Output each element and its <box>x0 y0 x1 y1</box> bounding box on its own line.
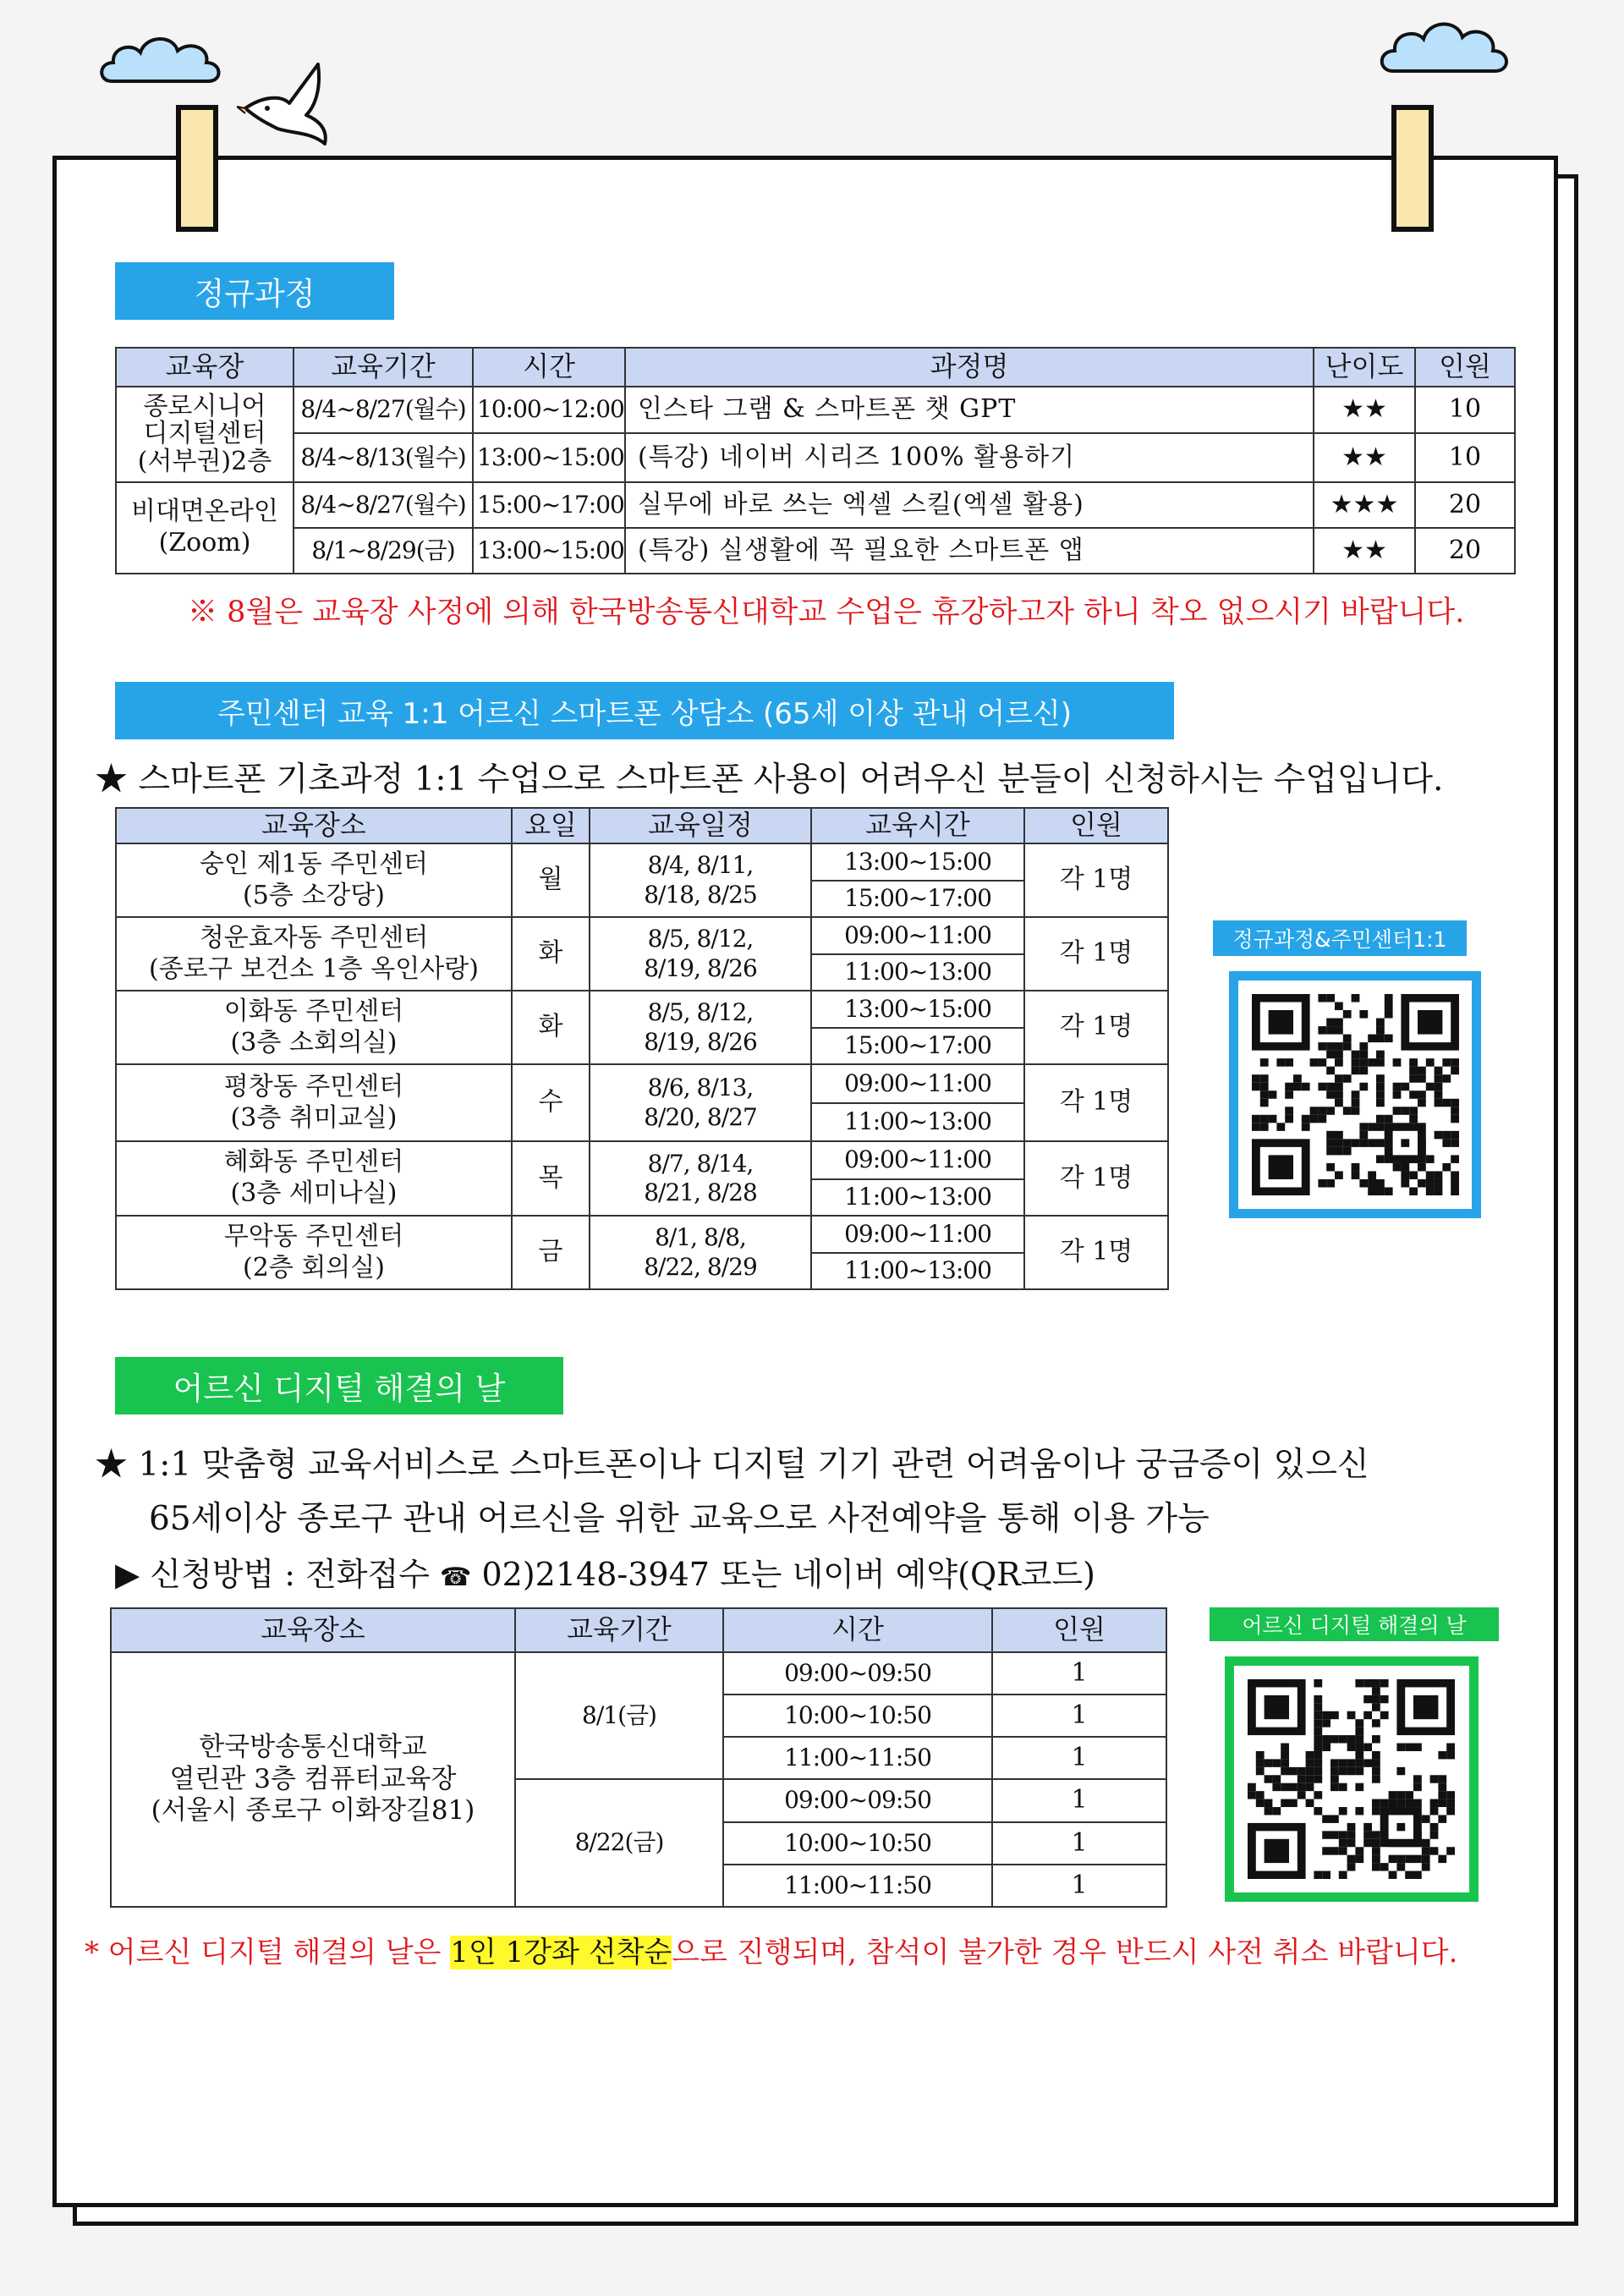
day-cell: 화 <box>512 917 590 991</box>
header-time: 시간 <box>473 348 625 387</box>
apply-method <box>115 1548 1095 1595</box>
section-title-digital-day: 어르신 디지털 해결의 날 <box>115 1357 563 1414</box>
people-cell: 10 <box>1415 387 1515 433</box>
time-cell: 11:00~13:00 <box>811 1103 1024 1141</box>
qr-code-digital-day[interactable] <box>1225 1656 1479 1902</box>
qr-code-community[interactable] <box>1229 971 1481 1218</box>
notice-highlight: 1인 1강좌 선착순 <box>450 1936 672 1969</box>
time-cell: 10:00~12:00 <box>473 387 625 433</box>
qr-code-graphic <box>1248 1679 1455 1879</box>
place-cell: 혜화동 주민센터 (3층 세미나실) <box>116 1141 512 1216</box>
period-cell: 8/1~8/29(금) <box>294 528 473 574</box>
period-cell: 8/4~8/13(월수) <box>294 433 473 482</box>
phone-icon: ☎ <box>440 1563 472 1592</box>
people-cell: 각 1명 <box>1024 917 1168 991</box>
dates-cell: 8/5, 8/12, 8/19, 8/26 <box>590 917 811 991</box>
course-name-cell: 실무에 바로 쓰는 엑셀 스킬(엑셀 활용) <box>625 482 1314 528</box>
header-times: 교육시간 <box>811 808 1024 843</box>
people-cell: 각 1명 <box>1024 1064 1168 1141</box>
time-cell: 09:00~11:00 <box>811 1064 1024 1103</box>
level-cell: ★★ <box>1314 433 1415 482</box>
place-cell: 숭인 제1동 주민센터 (5층 소강당) <box>116 843 512 917</box>
people-cell: 1 <box>992 1822 1166 1865</box>
time-cell: 11:00~11:50 <box>723 1865 992 1907</box>
time-cell: 15:00~17:00 <box>473 482 625 528</box>
day-cell: 수 <box>512 1064 590 1141</box>
time-cell: 13:00~15:00 <box>811 843 1024 881</box>
time-cell: 13:00~15:00 <box>473 528 625 574</box>
day-cell: 화 <box>512 991 590 1064</box>
dates-cell: 8/6, 8/13, 8/20, 8/27 <box>590 1064 811 1141</box>
table-row <box>116 917 1168 954</box>
table-row <box>116 433 1515 482</box>
notice-suffix: 으로 진행되며, 참석이 불가한 경우 반드시 사전 취소 바랍니다. <box>672 1936 1458 1969</box>
day-cell: 금 <box>512 1216 590 1289</box>
place-cell: 이화동 주민센터 (3층 소회의실) <box>116 991 512 1064</box>
header-people: 인원 <box>1415 348 1515 387</box>
course-name-cell: (특강) 실생활에 꼭 필요한 스마트폰 앱 <box>625 528 1314 574</box>
qr-code-graphic <box>1252 994 1459 1195</box>
people-cell: 1 <box>992 1695 1166 1737</box>
day-cell: 목 <box>512 1141 590 1216</box>
section-title-community: 주민센터 교육 1:1 어르신 스마트폰 상담소 (65세 이상 관내 어르신) <box>115 682 1174 739</box>
period-cell: 8/4~8/27(월수) <box>294 482 473 528</box>
header-people: 인원 <box>992 1608 1166 1652</box>
community-intro: ★ 스마트폰 기초과정 1:1 수업으로 스마트폰 사용이 어려우신 분들이 신청하시는 수업입니다. <box>95 761 1444 799</box>
header-people: 인원 <box>1024 808 1168 843</box>
table-row <box>116 1141 1168 1179</box>
place-cell: 평창동 주민센터 (3층 취미교실) <box>116 1064 512 1141</box>
bird-icon <box>237 56 347 157</box>
digital-day-intro-2: 65세이상 종로구 관내 어르신을 위한 교육으로 사전예약을 통해 이용 가능 <box>149 1500 1210 1538</box>
table-row <box>116 843 1168 881</box>
date-cell: 8/1(금) <box>515 1652 723 1779</box>
table-row <box>111 1652 1166 1695</box>
time-cell: 11:00~13:00 <box>811 1179 1024 1216</box>
dates-cell: 8/7, 8/14, 8/21, 8/28 <box>590 1141 811 1216</box>
place-cell: 청운효자동 주민센터 (종로구 보건소 1층 옥인사랑) <box>116 917 512 991</box>
level-cell: ★★ <box>1314 387 1415 433</box>
regular-course-table <box>115 347 1516 574</box>
venue-cell: 종로시니어 디지털센터 (서부권)2층 <box>116 387 294 482</box>
qr-label-community: 정규과정&주민센터1:1 <box>1213 920 1467 956</box>
header-dates: 교육일정 <box>590 808 811 843</box>
time-cell: 11:00~11:50 <box>723 1737 992 1779</box>
cloud-icon <box>1374 12 1518 88</box>
level-cell: ★★ <box>1314 528 1415 574</box>
course-name-cell: (특강) 네이버 시리즈 100% 활용하기 <box>625 433 1314 482</box>
header-course: 과정명 <box>625 348 1314 387</box>
people-cell: 각 1명 <box>1024 1141 1168 1216</box>
venue-cell: 비대면온라인 (Zoom) <box>116 482 294 574</box>
closure-notice: ※ 8월은 교육장 사정에 의해 한국방송통신대학교 수업은 휴강하고자 하니 착오 없으시기 바랍니다. <box>188 596 1465 629</box>
apply-contact: 02)2148-3947 또는 네이버 예약(QR코드) <box>481 1556 1095 1593</box>
community-center-table <box>115 807 1169 1290</box>
qr-label-digital-day: 어르신 디지털 해결의 날 <box>1210 1607 1499 1641</box>
digital-day-intro-1: ★ 1:1 맞춤형 교육서비스로 스마트폰이나 디지털 기기 관련 어려움이나 궁금증이 있으신 <box>95 1446 1369 1484</box>
time-cell: 09:00~09:50 <box>723 1652 992 1695</box>
dates-cell: 8/1, 8/8, 8/22, 8/29 <box>590 1216 811 1289</box>
table-row <box>116 528 1515 574</box>
time-cell: 10:00~10:50 <box>723 1695 992 1737</box>
people-cell: 각 1명 <box>1024 991 1168 1064</box>
people-cell: 각 1명 <box>1024 1216 1168 1289</box>
time-cell: 11:00~13:00 <box>811 954 1024 991</box>
people-cell: 1 <box>992 1865 1166 1907</box>
header-period: 교육기간 <box>294 348 473 387</box>
place-cell: 한국방송통신대학교 열린관 3층 컴퓨터교육장 (서울시 종로구 이화장길81) <box>111 1652 515 1907</box>
header-level: 난이도 <box>1314 348 1415 387</box>
table-row <box>116 387 1515 433</box>
section-title-regular: 정규과정 <box>115 262 394 320</box>
time-cell: 11:00~13:00 <box>811 1253 1024 1289</box>
time-cell: 13:00~15:00 <box>811 991 1024 1028</box>
dates-cell: 8/5, 8/12, 8/19, 8/26 <box>590 991 811 1064</box>
people-cell: 1 <box>992 1652 1166 1695</box>
paper-clip <box>1391 105 1434 232</box>
dates-cell: 8/4, 8/11, 8/18, 8/25 <box>590 843 811 917</box>
table-row <box>116 991 1168 1028</box>
cloud-icon <box>95 29 230 96</box>
header-venue: 교육장 <box>116 348 294 387</box>
time-cell: 09:00~11:00 <box>811 917 1024 954</box>
notice-prefix: * 어르신 디지털 해결의 날은 <box>85 1936 451 1969</box>
header-day: 요일 <box>512 808 590 843</box>
time-cell: 15:00~17:00 <box>811 881 1024 917</box>
time-cell: 09:00~09:50 <box>723 1779 992 1822</box>
time-cell: 15:00~17:00 <box>811 1028 1024 1064</box>
table-row <box>116 482 1515 528</box>
time-cell: 09:00~11:00 <box>811 1216 1024 1253</box>
header-place: 교육장소 <box>111 1608 515 1652</box>
people-cell: 10 <box>1415 433 1515 482</box>
level-cell: ★★★ <box>1314 482 1415 528</box>
people-cell: 20 <box>1415 528 1515 574</box>
people-cell: 1 <box>992 1737 1166 1779</box>
people-cell: 20 <box>1415 482 1515 528</box>
table-row <box>116 1216 1168 1253</box>
day-cell: 월 <box>512 843 590 917</box>
paper-clip <box>176 105 218 232</box>
table-row <box>116 1064 1168 1103</box>
course-name-cell: 인스타 그램 & 스마트폰 챗 GPT <box>625 387 1314 433</box>
time-cell: 10:00~10:50 <box>723 1822 992 1865</box>
place-cell: 무악동 주민센터 (2층 회의실) <box>116 1216 512 1289</box>
digital-day-notice <box>85 1929 1457 1970</box>
people-cell: 각 1명 <box>1024 843 1168 917</box>
header-time: 시간 <box>723 1608 992 1652</box>
period-cell: 8/4~8/27(월수) <box>294 387 473 433</box>
header-period: 교육기간 <box>515 1608 723 1652</box>
time-cell: 09:00~11:00 <box>811 1141 1024 1179</box>
date-cell: 8/22(금) <box>515 1779 723 1907</box>
time-cell: 13:00~15:00 <box>473 433 625 482</box>
apply-prefix: ▶ 신청방법 : 전화접수 <box>115 1556 430 1593</box>
people-cell: 1 <box>992 1779 1166 1822</box>
digital-day-table <box>110 1607 1167 1908</box>
header-place: 교육장소 <box>116 808 512 843</box>
